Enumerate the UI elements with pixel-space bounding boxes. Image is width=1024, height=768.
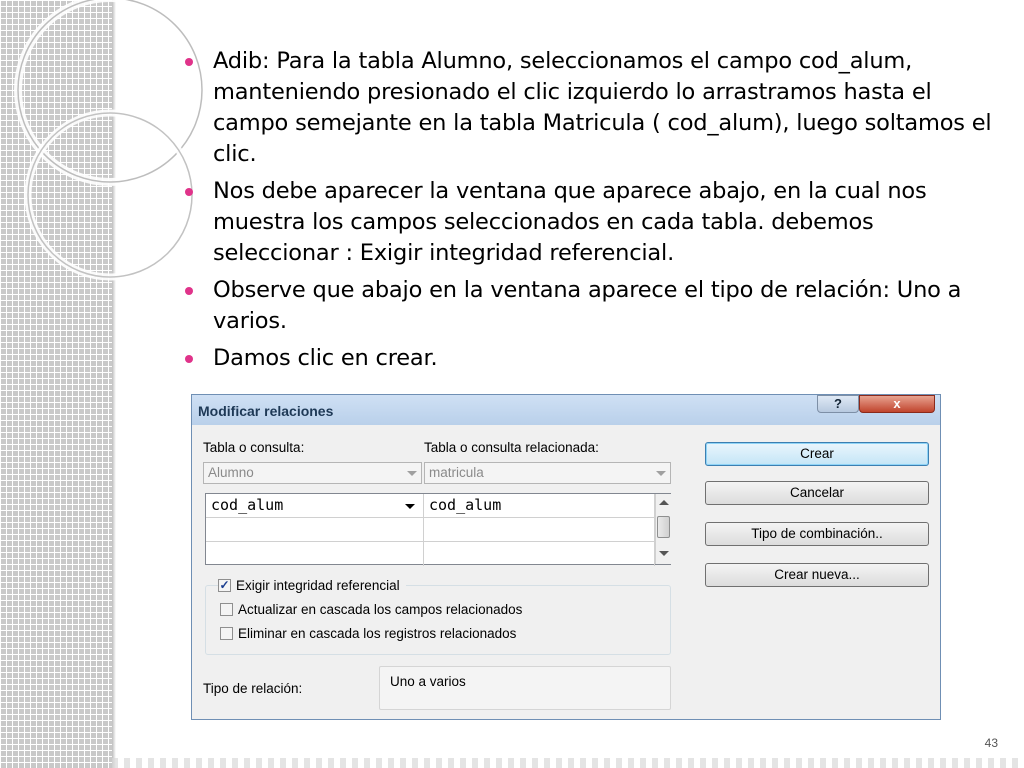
scroll-up-icon[interactable]	[659, 500, 669, 505]
chevron-down-icon	[407, 471, 417, 476]
relation-type-label: Tipo de relación:	[203, 681, 303, 696]
enforce-integrity-option[interactable]	[218, 578, 406, 596]
left-field-cell[interactable]	[206, 494, 424, 518]
table-combo[interactable]	[203, 462, 422, 484]
fields-grid	[205, 493, 671, 565]
checked-checkbox-icon[interactable]: ✓	[219, 577, 230, 592]
bullet-text: Adib: Para la tabla Alumno, seleccionamos el campo cod_alum, manteniendo presionado el clic izquierdo lo arrastramos hasta el campo semejante en la tabla Matricula ( cod_alum), luego soltamos el clic.	[213, 48, 992, 167]
bullet-text: Damos clic en crear.	[213, 345, 438, 371]
cascade-delete-label: Eliminar en cascada los registros relacionados	[238, 626, 517, 641]
related-table-combo-value: matricula	[429, 465, 484, 480]
bullet-text: Observe que abajo en la ventana aparece el tipo de relación: Uno a varios.	[213, 277, 962, 334]
checkbox-icon[interactable]	[220, 627, 233, 640]
cascade-delete-option[interactable]	[220, 626, 516, 644]
enforce-integrity-label: Exigir integridad referencial	[236, 578, 400, 593]
related-table-label: Tabla o consulta relacionada:	[424, 440, 599, 455]
related-table-combo[interactable]	[424, 462, 671, 484]
grid-scrollbar[interactable]	[655, 494, 672, 564]
create-new-button[interactable]: Crear nueva...	[705, 563, 929, 587]
left-field-value: cod_alum	[211, 496, 284, 514]
grid-empty-cell[interactable]	[424, 518, 655, 542]
grid-empty-cell[interactable]	[206, 518, 424, 542]
bullet-item	[185, 275, 1005, 337]
bullet-dot	[185, 58, 193, 66]
page-number: 43	[984, 736, 998, 750]
scroll-down-icon[interactable]	[659, 551, 669, 556]
grid-empty-cell[interactable]	[206, 542, 424, 566]
checkbox-icon[interactable]	[220, 603, 233, 616]
bullet-dot	[185, 188, 193, 196]
dialog-title: Modificar relaciones	[198, 403, 334, 419]
close-button[interactable]: x	[859, 395, 935, 413]
bullet-item	[185, 46, 1005, 170]
join-type-button[interactable]: Tipo de combinación..	[705, 522, 929, 546]
cancel-button[interactable]: Cancelar	[705, 481, 929, 505]
bullet-dot	[185, 355, 193, 363]
bullet-dot	[185, 287, 193, 295]
table-label: Tabla o consulta:	[203, 440, 305, 455]
scroll-thumb[interactable]	[657, 516, 670, 538]
chevron-down-icon	[656, 471, 666, 476]
bottom-band	[112, 758, 1024, 768]
bullet-item	[185, 176, 1005, 269]
bullet-text: Nos debe aparecer la ventana que aparece abajo, en la cual nos muestra los campos seleccionados en cada tabla. debemos seleccionar : Exigir integridad referencial.	[213, 178, 927, 266]
bullet-list	[185, 46, 1005, 380]
help-button[interactable]: ?	[817, 395, 859, 413]
right-field-value: cod_alum	[429, 496, 502, 514]
cascade-update-option[interactable]	[220, 602, 522, 620]
table-combo-value: Alumno	[208, 465, 254, 480]
dialog-titlebar[interactable]	[192, 395, 940, 425]
dropdown-arrow-icon[interactable]	[405, 504, 415, 509]
edit-relationships-dialog	[191, 394, 941, 720]
create-button[interactable]: Crear	[705, 442, 929, 466]
relation-type-value: Uno a varios	[379, 666, 671, 710]
right-field-cell[interactable]	[424, 494, 655, 518]
bullet-item	[185, 343, 1005, 374]
grid-empty-cell[interactable]	[424, 542, 655, 566]
cascade-update-label: Actualizar en cascada los campos relacionados	[238, 602, 523, 617]
